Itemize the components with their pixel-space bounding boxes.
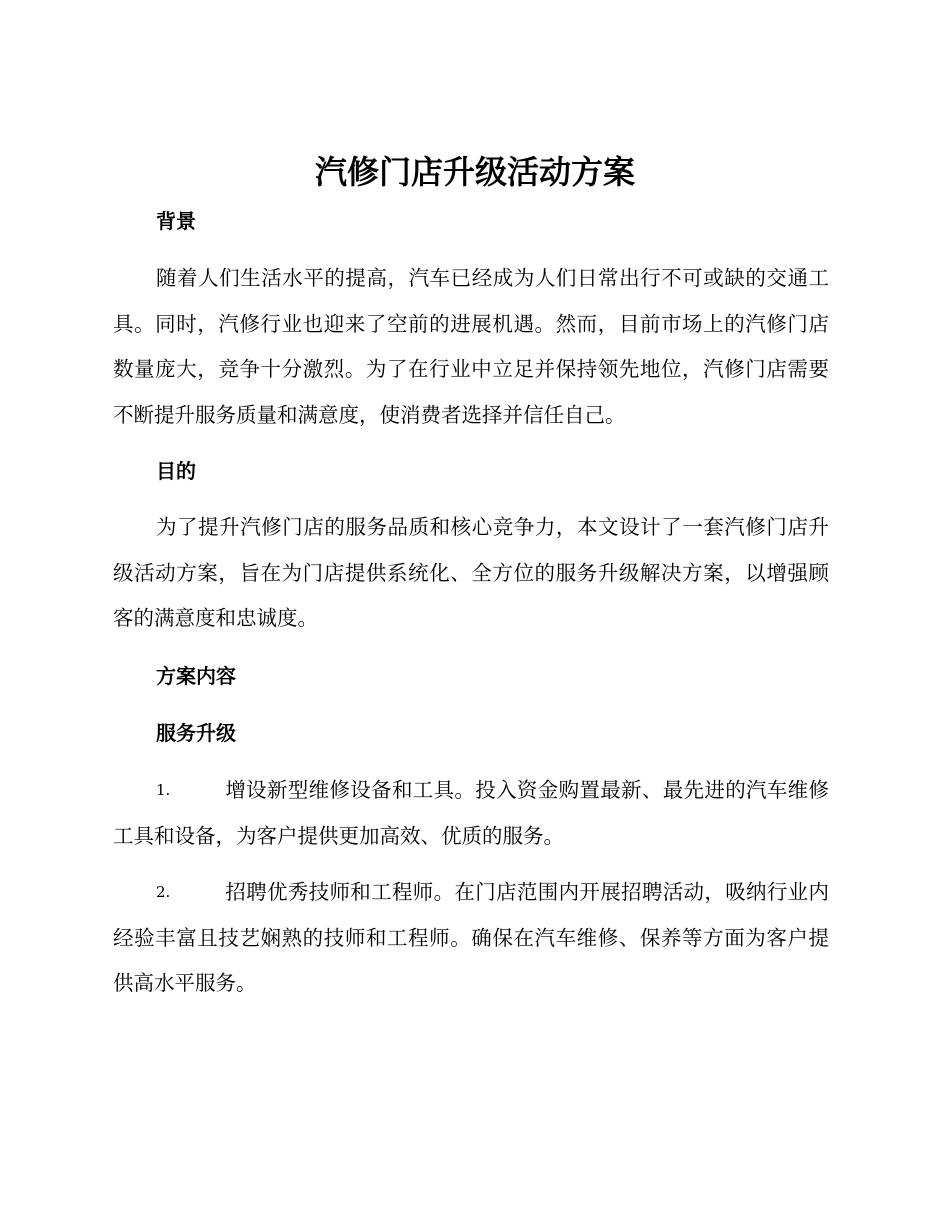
section-heading-background: 背景 xyxy=(156,209,196,233)
section-heading-service-upgrade: 服务升级 xyxy=(156,721,236,745)
section-heading-plan: 方案内容 xyxy=(156,664,236,688)
background-paragraph: 随着人们生活水平的提高，汽车已经成为人们日常出行不可或缺的交通工具。同时，汽修行业也迎来了空前的进展机遇。然而，目前市场上的汽修门店数量庞大，竞争十分激烈。为了在行业中立足并保持领先地位，汽修门店需要不断提升服务质量和满意度，使消费者选择并信任自己。 xyxy=(113,266,829,427)
list-item xyxy=(113,768,829,859)
list-item-text: 增设新型维修设备和工具。投入资金购置最新、最先进的汽车维修工具和设备，为客户提供更加高效、优质的服务。 xyxy=(113,778,829,848)
list-item-number: 1. xyxy=(156,781,171,799)
list-item-number: 2. xyxy=(156,883,171,901)
purpose-paragraph: 为了提升汽修门店的服务品质和核心竞争力，本文设计了一套汽修门店升级活动方案，旨在为门店提供系统化、全方位的服务升级解决方案，以增强顾客的满意度和忠诚度。 xyxy=(113,515,829,630)
list-item xyxy=(113,870,829,1007)
section-heading-purpose: 目的 xyxy=(156,459,196,483)
document-title: 汽修门店升级活动方案 xyxy=(314,153,635,191)
list-item-text: 招聘优秀技师和工程师。在门店范围内开展招聘活动，吸纳行业内经验丰富且技艺娴熟的技师和工程师。确保在汽车维修、保养等方面为客户提供高水平服务。 xyxy=(113,880,829,995)
